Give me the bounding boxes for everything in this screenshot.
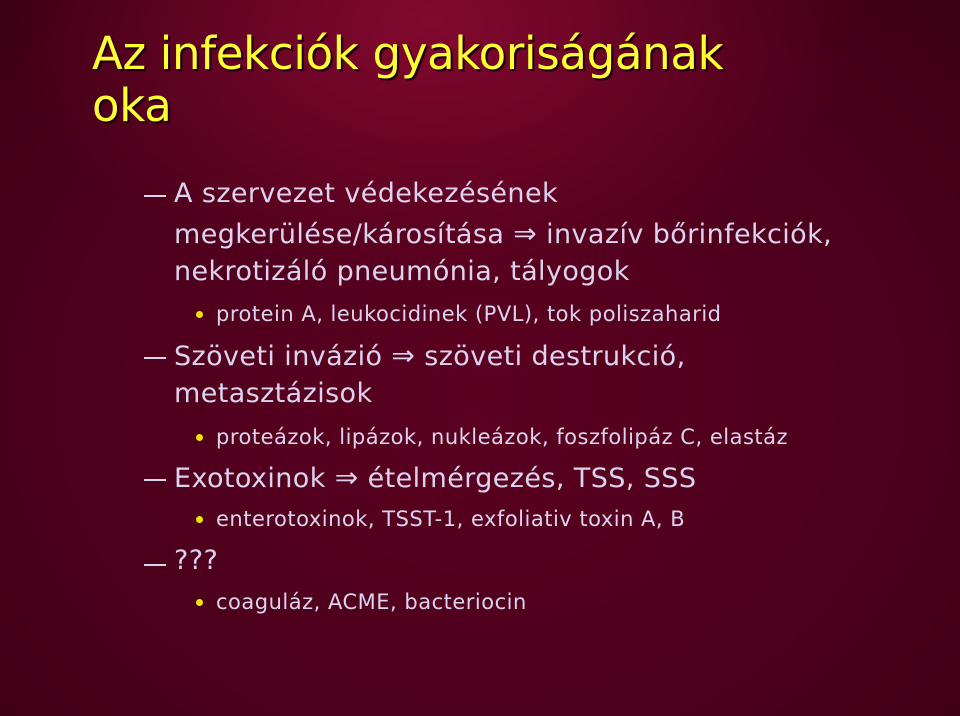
- item-2-line-1: [174, 340, 686, 373]
- item-2-line-1-cause: Szöveti invázió: [174, 341, 383, 372]
- implies-arrow-icon: ⇒: [513, 217, 538, 250]
- item-3-line-1: [174, 462, 696, 495]
- item-1-line-1: A szervezet védekezésének: [174, 178, 558, 209]
- sub-item-4-text: coaguláz, ACME, bacteriocin: [216, 590, 527, 614]
- bullet-dot-icon: [196, 434, 203, 441]
- implies-arrow-icon: ⇒: [334, 461, 359, 494]
- dash-marker: [144, 357, 166, 359]
- title-line-1: Az infekciók gyakoriságának: [92, 27, 724, 80]
- item-1-line-2: [174, 218, 832, 251]
- bullet-dot-icon: [196, 311, 203, 318]
- bullet-dot-icon: [196, 599, 203, 606]
- implies-arrow-icon: ⇒: [391, 339, 416, 372]
- dash-marker: [144, 564, 166, 566]
- item-3-line-1-effect: ételmérgezés, TSS, SSS: [367, 463, 697, 494]
- item-1-line-2-effect: invazív bőrinfekciók,: [546, 219, 833, 250]
- sub-item-1-text: protein A, leukocidinek (PVL), tok poliszaharid: [216, 302, 722, 326]
- item-2-line-2: metasztázisok: [174, 378, 373, 409]
- dash-marker: [144, 479, 166, 481]
- bullet-dot-icon: [196, 516, 203, 523]
- item-1-line-2-cause: megkerülése/károsítása: [174, 219, 505, 250]
- item-1-line-3: nekrotizáló pneumónia, tályogok: [174, 256, 630, 287]
- item-2-line-1-effect: szöveti destrukció,: [424, 341, 686, 372]
- item-3-line-1-cause: Exotoxinok: [174, 463, 326, 494]
- sub-item-2-text: proteázok, lipázok, nukleázok, foszfolipáz C, elastáz: [216, 425, 789, 449]
- sub-item-3-text: enterotoxinok, TSST-1, exfoliativ toxin A, B: [216, 507, 686, 531]
- title-line-2: oka: [92, 79, 172, 132]
- dash-marker: [144, 195, 166, 197]
- item-4-line-1: ???: [174, 545, 219, 576]
